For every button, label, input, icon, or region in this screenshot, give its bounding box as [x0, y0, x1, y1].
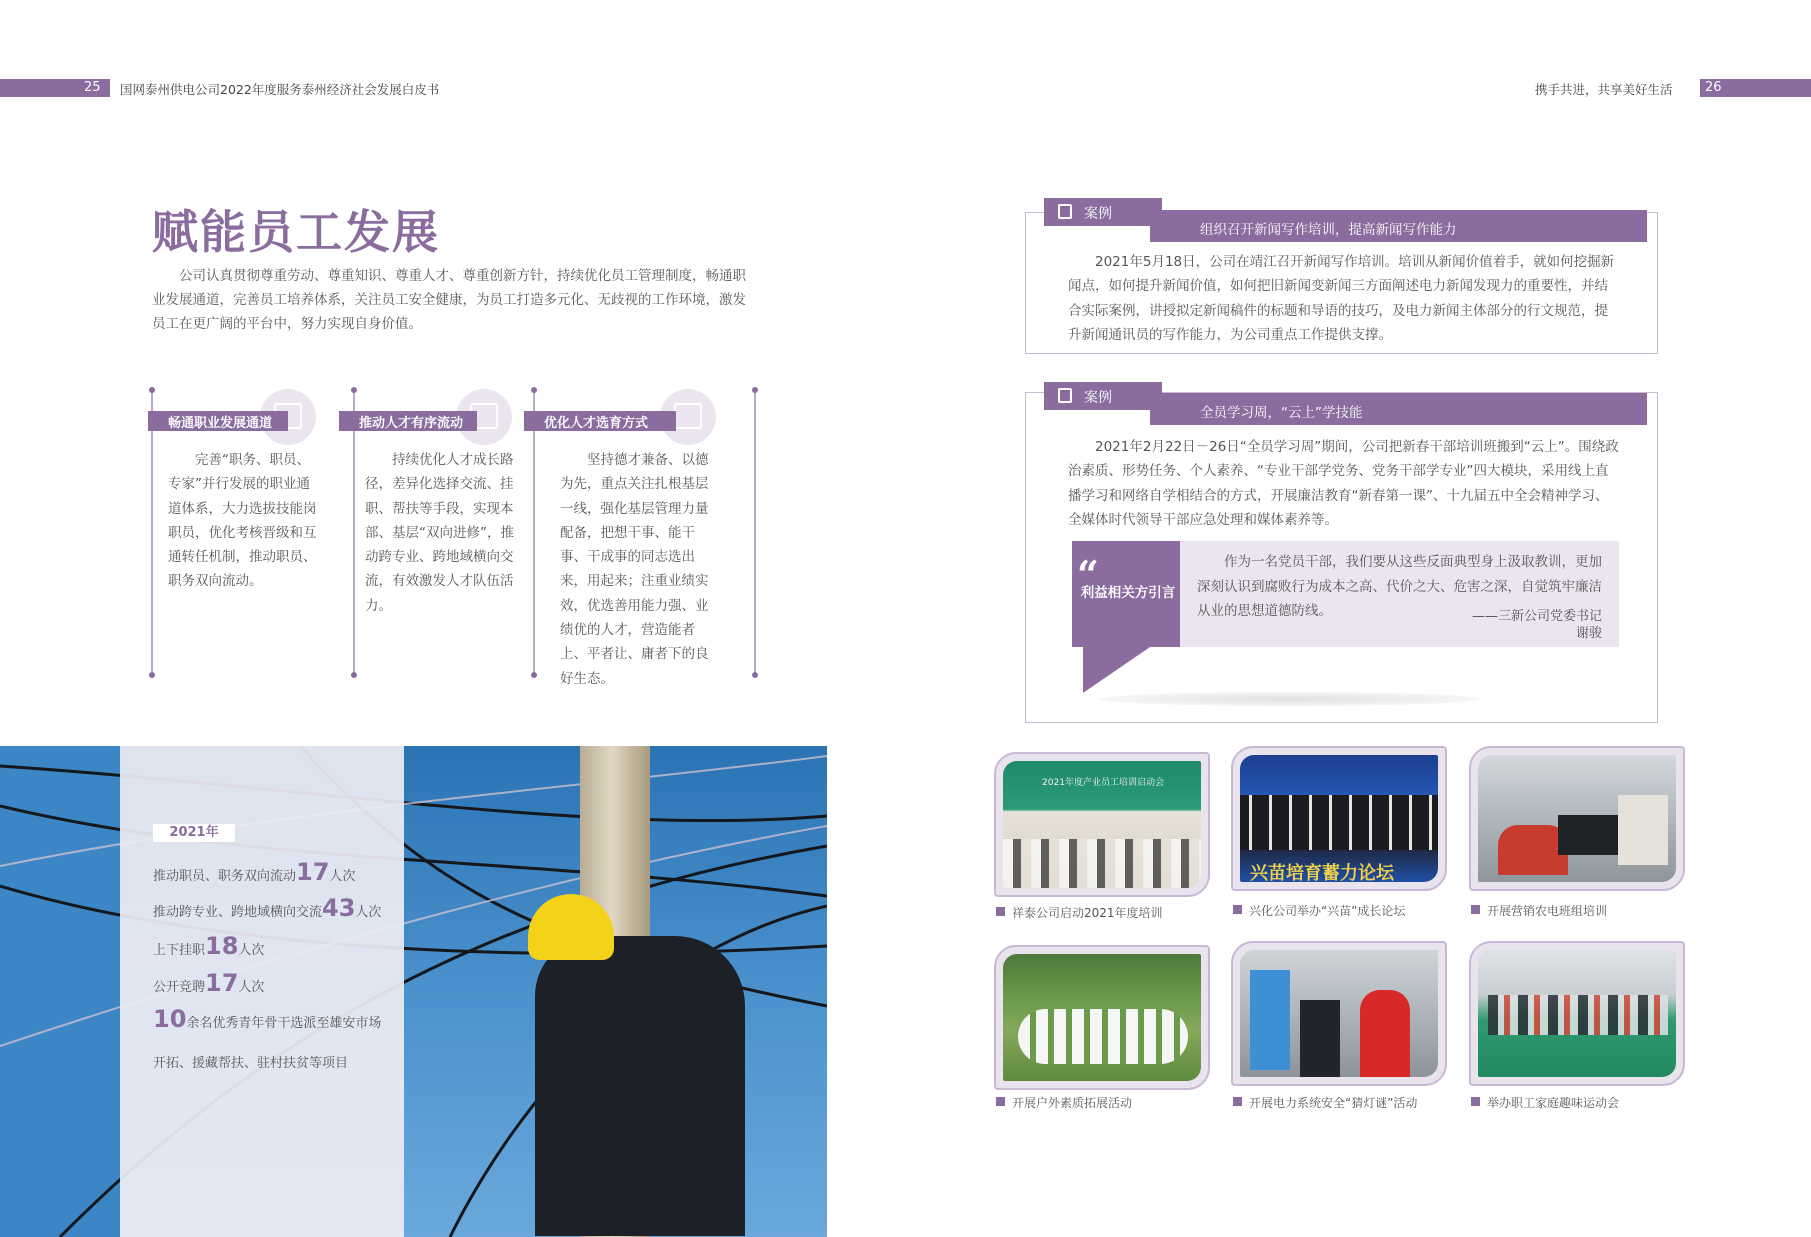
quote-mark-icon: “ — [1077, 552, 1099, 597]
column-text: 完善“职务、职员、专家”并行发展的职业通道体系，大力选拔技能岗职员，优化考核晋级和互通转任机制，推动职员、职务双向流动。 — [168, 452, 317, 590]
stat-item: 10余名优秀青年骨干选派至雄安市场 — [153, 1005, 382, 1033]
photo-training-launch — [994, 752, 1210, 897]
quote-label: 利益相关方引言 — [1080, 585, 1176, 601]
stat-item: 开拓、援藏帮扶、驻村扶贫等项目 — [153, 1056, 349, 1071]
case-icon — [1058, 204, 1072, 219]
case-title: 全员学习周，“云上”学技能 — [1150, 393, 1647, 425]
section-intro: 公司认真贯彻尊重劳动、尊重知识、尊重人才、尊重创新方针，持续优化员工管理制度，畅通职业发展通道，完善员工培养体系，关注员工安全健康，为员工打造多元化、无歧视的工作环境，激发员工在更广阔的平台中，努力实现自身价值。 — [152, 268, 746, 332]
stat-item: 公开竞聘17人次 — [153, 969, 265, 997]
running-title-right: 携手共进，共享美好生活 — [1535, 82, 1673, 97]
stats-year: 2021年 — [153, 824, 235, 842]
column-divider — [353, 390, 355, 675]
case-tag: 案例 — [1044, 382, 1162, 410]
photo-caption: 开展电力系统安全“猜灯谜”活动 — [1233, 1094, 1417, 1111]
column-heading: 畅通职业发展通道 — [148, 411, 288, 431]
case-text: 2021年2月22日－26日“全员学习周”期间，公司把新春干部培训班搬到“云上”。围绕政治素质、形势任务、个人素养、“专业干部学党务、党务干部学专业”四大模块，采用线上直播学习和网络自学相结合的方式，开展廉洁教育“新春第一课”、十九届五中全会精神学习、全媒体时代领导干部应急处理和媒体素养等。 — [1068, 439, 1619, 528]
quote-tail — [1083, 645, 1153, 693]
column-text: 坚持德才兼备、以德为先，重点关注扎根基层一线，强化基层管理力量配备，把想干事、能干事、干成事的同志选出来，用起来；注重业绩实效，优选善用能力强、业绩优的人才，营造能者上、平者让、庸者下的良好生态。 — [560, 452, 709, 687]
stat-item: 推动跨专业、跨地域横向交流43人次 — [153, 894, 382, 922]
column-heading: 推动人才有序流动 — [339, 411, 477, 431]
running-title-left: 国网泰州供电公司2022年度服务泰州经济社会发展白皮书 — [120, 82, 440, 97]
quote-signature: ——三新公司党委书记 谢骏 — [1471, 609, 1602, 641]
photo-banner-text: 2021年度产业员工培训启动会 — [1042, 778, 1164, 788]
column-text: 持续优化人才成长路径，差异化选择交流、挂职、帮扶等手段，实现本部、基层“双向进修”，推动跨专业、跨地域横向交流，有效激发人才队伍活力。 — [365, 452, 514, 614]
page-number-left: 25 — [84, 80, 101, 95]
column-divider — [533, 390, 535, 675]
photo-family-games — [1469, 941, 1685, 1086]
case-tag: 案例 — [1044, 198, 1162, 226]
photo-caption: 兴化公司举办“兴苗”成长论坛 — [1233, 902, 1405, 919]
stat-item: 上下挂职18人次 — [153, 932, 265, 960]
photo-lantern-riddle — [1231, 941, 1447, 1086]
photo-caption: 祥泰公司启动2021年度培训 — [996, 904, 1163, 921]
photo-outdoor-activity — [994, 945, 1210, 1090]
photo-banner-text: 兴苗培育蓄力论坛 — [1250, 863, 1394, 882]
photo-caption: 开展户外素质拓展活动 — [996, 1094, 1132, 1111]
section-title: 赋能员工发展 — [152, 205, 440, 259]
photo-youth-forum — [1231, 746, 1447, 891]
column-divider — [151, 390, 153, 675]
lineman-photo — [0, 746, 827, 1237]
quote-shadow — [1100, 692, 1480, 706]
page-number-right: 26 — [1705, 80, 1722, 95]
case-icon — [1058, 388, 1072, 403]
column-divider — [754, 390, 756, 675]
stat-item: 推动职员、职务双向流动17人次 — [153, 858, 356, 886]
photo-caption: 举办职工家庭趣味运动会 — [1471, 1094, 1619, 1111]
photo-marketing-training — [1469, 746, 1685, 891]
quote-text: 作为一名党员干部，我们要从这些反面典型身上汲取教训，更加深刻认识到腐败行为成本之高、代价之大、危害之深，自觉筑牢廉洁从业的思想道德防线。 — [1197, 554, 1602, 619]
case-title: 组织召开新闻写作培训，提高新闻写作能力 — [1150, 210, 1647, 242]
photo-caption: 开展营销农电班组培训 — [1471, 902, 1607, 919]
case-text: 2021年5月18日，公司在靖江召开新闻写作培训。培训从新闻价值着手，就如何挖掘新闻点，如何提升新闻价值，如何把旧新闻变新闻三方面阐述电力新闻发现力的重要性，并结合实际案例，讲授拟定新闻稿件的标题和导语的技巧，及电力新闻主体部分的行文规范，提升新闻通讯员的写作能力，为公司重点工作提供支撑。 — [1068, 254, 1615, 343]
column-heading: 优化人才选育方式 — [524, 411, 676, 431]
